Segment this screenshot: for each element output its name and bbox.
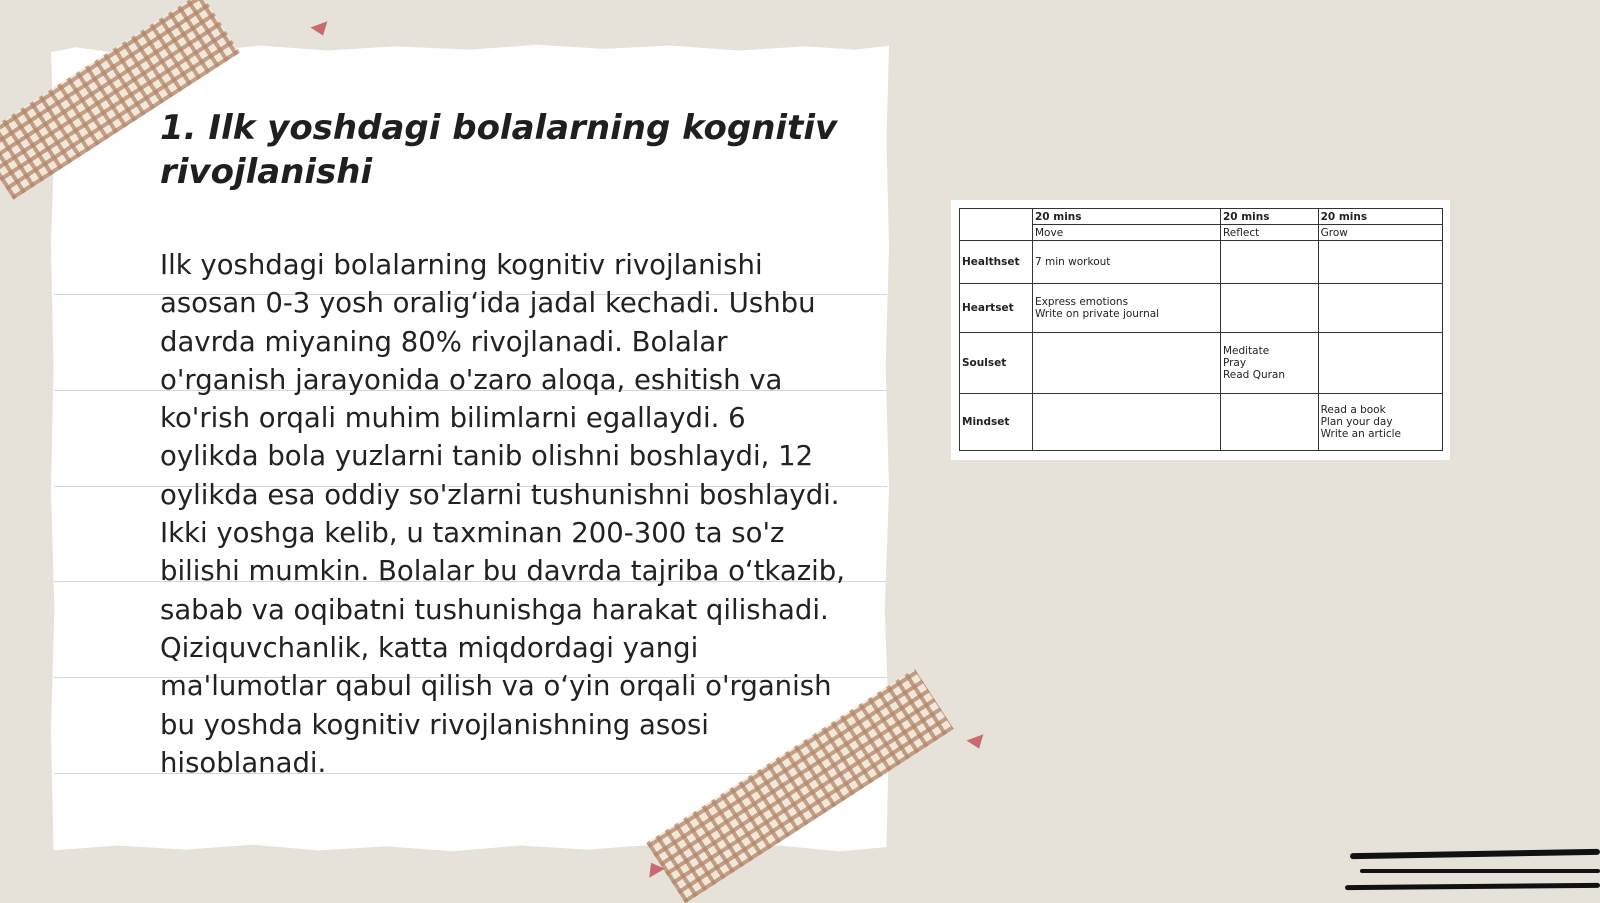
duration-header: 20 mins (1220, 209, 1318, 225)
brush-stroke (1350, 849, 1600, 859)
row-label: Mindset (960, 394, 1033, 451)
table-cell (1318, 284, 1442, 333)
pin-icon (310, 21, 331, 38)
table-row (960, 241, 1443, 284)
activity-header: Reflect (1220, 225, 1318, 241)
row-label: Healthset (960, 241, 1033, 284)
table-cell: Read a book Plan your day Write an article (1318, 394, 1442, 451)
brush-stroke (1360, 869, 1600, 873)
row-label: Heartset (960, 284, 1033, 333)
table-corner-cell (960, 209, 1033, 241)
table-cell (1318, 333, 1442, 394)
activity-header: Move (1033, 225, 1221, 241)
table-cell: 7 min workout (1033, 241, 1221, 284)
table-row (960, 284, 1443, 333)
table-cell (1033, 394, 1221, 451)
table-cell: Express emotions Write on private journal (1033, 284, 1221, 333)
pin-icon (966, 734, 987, 751)
activity-header: Grow (1318, 225, 1442, 241)
table-cell (1220, 394, 1318, 451)
slide-title: 1. Ilk yoshdagi bolalarning kognitiv rivojlanishi (160, 108, 838, 192)
schedule-table-card (951, 200, 1450, 460)
row-label: Soulset (960, 333, 1033, 394)
table-cell (1318, 241, 1442, 284)
table-row (960, 394, 1443, 451)
duration-header: 20 mins (1318, 209, 1442, 225)
brush-stroke (1345, 883, 1600, 890)
table-cell (1220, 241, 1318, 284)
schedule-table (959, 208, 1443, 451)
slide-body-text: Ilk yoshdagi bolalarning kognitiv rivojlanishi asosan 0-3 yosh oralig‘ida jadal kechadi. Ushbu davrda miyaning 80% rivojlanadi. Bolalar o'rganish jarayonida o'zaro aloqa, eshitish va ko'rish orqali muhim bilimlarni egallaydi. 6 oylikda bola yuzlarni tanib olishni boshlaydi, 12 oylikda esa oddiy so'zlarni tushunishni boshlaydi. Ikki yoshga kelib, u taxminan 200-300 ta so'z bilishi mumkin. Bolalar bu davrda tajriba o‘tkazib, sabab va oqibatni tushunishga harakat qilishadi. Qiziquvchanlik, katta miqdordagi yangi ma'lumotlar qabul qilish va o‘yin orqali o'rganish bu yoshda kognitiv rivojlanishning asosi hisoblanadi. (160, 249, 845, 779)
table-cell (1033, 333, 1221, 394)
duration-header: 20 mins (1033, 209, 1221, 225)
table-cell: Meditate Pray Read Quran (1220, 333, 1318, 394)
table-row (960, 333, 1443, 394)
table-cell (1220, 284, 1318, 333)
